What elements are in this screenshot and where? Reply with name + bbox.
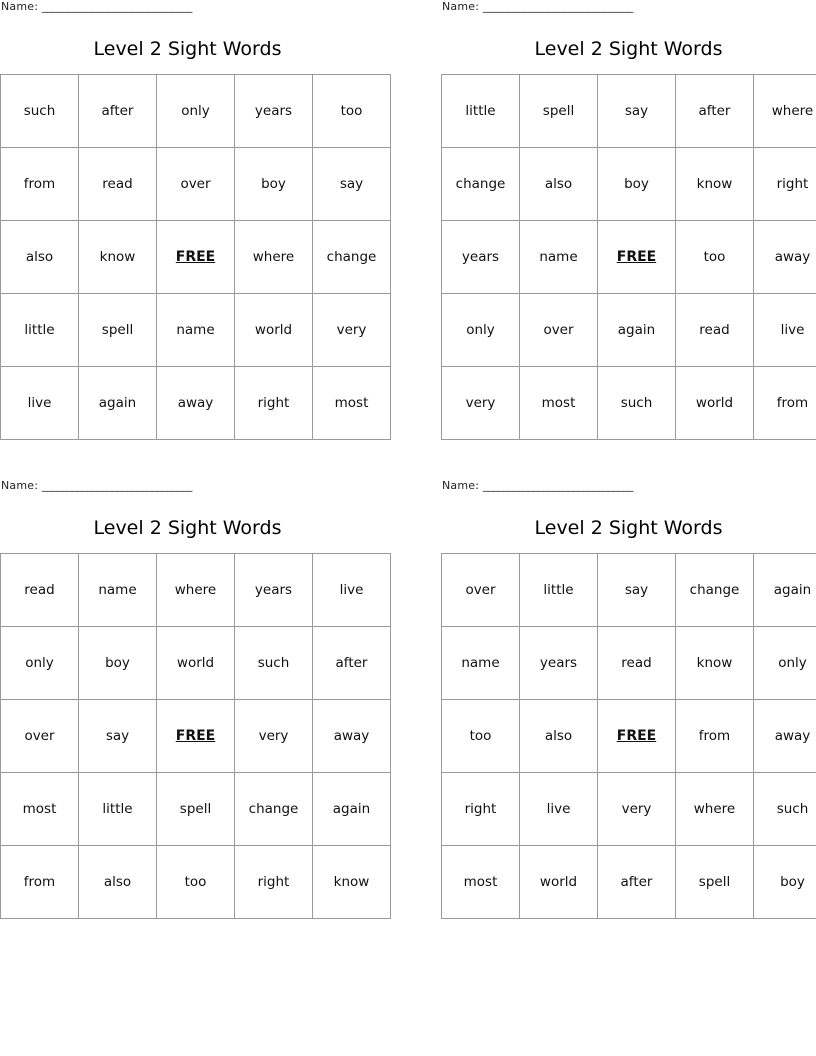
table-row: [442, 627, 816, 700]
bingo-cell[interactable]: after: [676, 75, 754, 148]
bingo-cell[interactable]: only: [442, 294, 520, 367]
bingo-cell[interactable]: spell: [79, 294, 157, 367]
bingo-cell[interactable]: years: [520, 627, 598, 700]
free-label: FREE: [175, 249, 216, 265]
bingo-cell[interactable]: live: [313, 554, 391, 627]
bingo-cell[interactable]: world: [676, 367, 754, 440]
bingo-cell[interactable]: most: [442, 846, 520, 919]
bingo-cell[interactable]: very: [442, 367, 520, 440]
table-row: [1, 75, 391, 148]
page-title: Level 2 Sight Words: [93, 38, 282, 60]
bingo-cell[interactable]: say: [313, 148, 391, 221]
bingo-cell[interactable]: years: [442, 221, 520, 294]
bingo-cell[interactable]: read: [1, 554, 79, 627]
bingo-cell[interactable]: live: [1, 367, 79, 440]
bingo-cell[interactable]: right: [754, 148, 816, 221]
bingo-grid: [0, 553, 391, 919]
bingo-cell[interactable]: over: [157, 148, 235, 221]
bingo-cell[interactable]: very: [598, 773, 676, 846]
bingo-cell[interactable]: where: [676, 773, 754, 846]
bingo-cell[interactable]: know: [79, 221, 157, 294]
bingo-cell[interactable]: little: [1, 294, 79, 367]
bingo-cell[interactable]: after: [598, 846, 676, 919]
bingo-grid: [441, 74, 816, 440]
name-blank-line[interactable]: ______________________________: [41, 0, 192, 13]
bingo-cell[interactable]: live: [520, 773, 598, 846]
bingo-cell[interactable]: from: [1, 846, 79, 919]
bingo-cell[interactable]: change: [442, 148, 520, 221]
bingo-cell[interactable]: live: [754, 294, 816, 367]
bingo-cell[interactable]: too: [676, 221, 754, 294]
table-row: [1, 294, 391, 367]
bingo-cell[interactable]: world: [520, 846, 598, 919]
bingo-cell[interactable]: know: [676, 627, 754, 700]
bingo-cell[interactable]: name: [79, 554, 157, 627]
table-row: [1, 221, 391, 294]
bingo-cell[interactable]: where: [157, 554, 235, 627]
name-field-line: [0, 479, 375, 495]
bingo-cell[interactable]: such: [235, 627, 313, 700]
bingo-cell[interactable]: read: [676, 294, 754, 367]
bingo-cell[interactable]: years: [235, 75, 313, 148]
bingo-card: [441, 0, 816, 440]
page-title: Level 2 Sight Words: [534, 517, 723, 539]
bingo-cell[interactable]: most: [313, 367, 391, 440]
table-row: [1, 773, 391, 846]
bingo-cell[interactable]: world: [235, 294, 313, 367]
bingo-cell[interactable]: over: [520, 294, 598, 367]
bingo-cell[interactable]: such: [598, 367, 676, 440]
table-row: [442, 75, 816, 148]
bingo-grid: [441, 553, 816, 919]
bingo-cell[interactable]: also: [520, 148, 598, 221]
table-row: [1, 700, 391, 773]
name-label: Name:: [1, 479, 39, 492]
bingo-cell[interactable]: say: [598, 75, 676, 148]
bingo-cell[interactable]: read: [79, 148, 157, 221]
page-title: Level 2 Sight Words: [534, 38, 723, 60]
bingo-cell[interactable]: change: [313, 221, 391, 294]
bingo-cell[interactable]: read: [598, 627, 676, 700]
table-row: [442, 700, 816, 773]
bingo-cell[interactable]: right: [235, 367, 313, 440]
page-title: Level 2 Sight Words: [93, 517, 282, 539]
name-field-line: [441, 0, 816, 16]
bingo-card: [441, 479, 816, 919]
table-row: [442, 773, 816, 846]
bingo-grid: [0, 74, 391, 440]
bingo-cell[interactable]: spell: [520, 75, 598, 148]
bingo-cell[interactable]: where: [235, 221, 313, 294]
bingo-cell[interactable]: world: [157, 627, 235, 700]
bingo-cell[interactable]: after: [313, 627, 391, 700]
bingo-cell[interactable]: most: [1, 773, 79, 846]
name-field-line: [441, 479, 816, 495]
name-label: Name:: [442, 479, 480, 492]
bingo-cell[interactable]: only: [1, 627, 79, 700]
bingo-cell[interactable]: most: [520, 367, 598, 440]
table-row: [1, 554, 391, 627]
table-row: [1, 367, 391, 440]
bingo-cell[interactable]: spell: [676, 846, 754, 919]
bingo-cell[interactable]: name: [442, 627, 520, 700]
table-row: [1, 148, 391, 221]
name-blank-line[interactable]: ______________________________: [41, 479, 192, 492]
table-row: [442, 846, 816, 919]
bingo-cell[interactable]: such: [1, 75, 79, 148]
bingo-cell[interactable]: away: [313, 700, 391, 773]
bingo-free-cell[interactable]: [157, 700, 235, 773]
bingo-card: [0, 0, 375, 440]
bingo-cell[interactable]: name: [520, 221, 598, 294]
bingo-cell[interactable]: very: [313, 294, 391, 367]
bingo-cell[interactable]: again: [754, 554, 816, 627]
bingo-card: [0, 479, 375, 919]
name-label: Name:: [1, 0, 39, 13]
bingo-cell[interactable]: again: [313, 773, 391, 846]
bingo-cell[interactable]: away: [754, 700, 816, 773]
bingo-cell[interactable]: also: [79, 846, 157, 919]
table-row: [442, 367, 816, 440]
table-row: [442, 221, 816, 294]
table-row: [442, 294, 816, 367]
bingo-cell[interactable]: away: [157, 367, 235, 440]
bingo-cell[interactable]: over: [442, 554, 520, 627]
bingo-cell[interactable]: only: [754, 627, 816, 700]
name-blank-line[interactable]: ______________________________: [482, 0, 633, 13]
bingo-cell[interactable]: change: [676, 554, 754, 627]
name-blank-line[interactable]: ______________________________: [482, 479, 633, 492]
bingo-cell[interactable]: say: [79, 700, 157, 773]
bingo-cell[interactable]: from: [754, 367, 816, 440]
bingo-cell[interactable]: again: [79, 367, 157, 440]
table-row: [1, 846, 391, 919]
bingo-cell[interactable]: boy: [79, 627, 157, 700]
bingo-cell[interactable]: after: [79, 75, 157, 148]
table-row: [442, 554, 816, 627]
bingo-cell[interactable]: right: [235, 846, 313, 919]
bingo-cell[interactable]: change: [235, 773, 313, 846]
bingo-cell[interactable]: too: [313, 75, 391, 148]
bingo-cell[interactable]: from: [1, 148, 79, 221]
bingo-cell[interactable]: little: [442, 75, 520, 148]
bingo-cell[interactable]: again: [598, 294, 676, 367]
bingo-cell[interactable]: too: [157, 846, 235, 919]
bingo-cell[interactable]: over: [1, 700, 79, 773]
bingo-cell[interactable]: boy: [754, 846, 816, 919]
bingo-cell[interactable]: boy: [598, 148, 676, 221]
bingo-cell[interactable]: also: [1, 221, 79, 294]
bingo-free-cell[interactable]: [157, 221, 235, 294]
table-row: [442, 148, 816, 221]
bingo-cell[interactable]: very: [235, 700, 313, 773]
bingo-cell[interactable]: also: [520, 700, 598, 773]
bingo-cell[interactable]: know: [676, 148, 754, 221]
bingo-cell[interactable]: years: [235, 554, 313, 627]
free-label: FREE: [175, 728, 216, 744]
free-label: FREE: [616, 728, 657, 744]
name-label: Name:: [442, 0, 480, 13]
bingo-cell[interactable]: know: [313, 846, 391, 919]
bingo-cell[interactable]: where: [754, 75, 816, 148]
bingo-cell[interactable]: too: [442, 700, 520, 773]
bingo-free-cell[interactable]: [598, 221, 676, 294]
bingo-cell[interactable]: little: [520, 554, 598, 627]
bingo-cell[interactable]: name: [157, 294, 235, 367]
bingo-cell[interactable]: right: [442, 773, 520, 846]
table-row: [1, 627, 391, 700]
bingo-cell[interactable]: boy: [235, 148, 313, 221]
bingo-cell[interactable]: only: [157, 75, 235, 148]
bingo-cell[interactable]: little: [79, 773, 157, 846]
bingo-free-cell[interactable]: [598, 700, 676, 773]
bingo-cell[interactable]: spell: [157, 773, 235, 846]
bingo-cell[interactable]: such: [754, 773, 816, 846]
bingo-cell[interactable]: say: [598, 554, 676, 627]
free-label: FREE: [616, 249, 657, 265]
name-field-line: [0, 0, 375, 16]
bingo-cell[interactable]: away: [754, 221, 816, 294]
bingo-cell[interactable]: from: [676, 700, 754, 773]
